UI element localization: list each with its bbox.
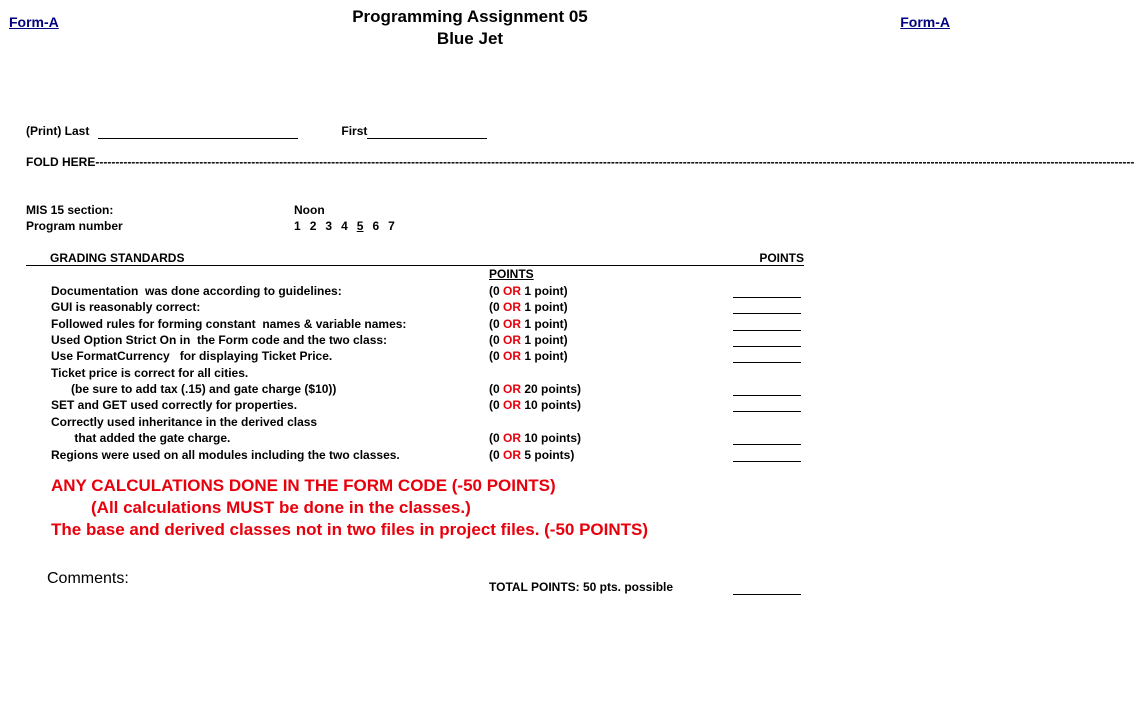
grading-item-text: Followed rules for forming constant names & variable names:	[51, 317, 407, 331]
or-word: OR	[503, 349, 522, 363]
last-name-label: (Print) Last	[26, 124, 90, 138]
grading-item-points: (0 OR 10 points)	[489, 431, 582, 445]
grading-item-points: (0 OR 20 points)	[489, 382, 582, 396]
program-number: 7	[388, 219, 395, 233]
or-word: OR	[503, 317, 522, 331]
score-blank[interactable]	[733, 297, 801, 298]
program-numbers	[294, 219, 404, 233]
fold-line	[26, 155, 1134, 169]
score-blank[interactable]	[733, 411, 801, 412]
grading-item-text: Use FormatCurrency for displaying Ticket Price.	[51, 349, 333, 363]
grading-standards-heading: GRADING STANDARDS	[50, 251, 185, 265]
or-word: OR	[503, 333, 522, 347]
form-a-tag-left: Form-A	[9, 14, 59, 30]
grading-item-text: (be sure to add tax (.15) and gate charge ($10))	[51, 382, 337, 396]
or-word: OR	[503, 398, 522, 412]
section-label: MIS 15 section:	[26, 203, 114, 217]
program-number: 1	[294, 219, 301, 233]
or-word: OR	[503, 284, 522, 298]
first-name-blank[interactable]	[367, 124, 487, 139]
or-word: OR	[503, 448, 522, 462]
grading-item-text: Used Option Strict On in the Form code and the two class:	[51, 333, 388, 347]
points-subheading: POINTS	[489, 267, 534, 281]
score-blank[interactable]	[733, 444, 801, 445]
or-word: OR	[503, 300, 522, 314]
fold-dashes: --------------------------------------------------------------------------------------------------------------------------------------------------------------------------------------------------------------------------------------------------------------------	[95, 155, 1134, 169]
grading-item-points: (0 OR 10 points)	[489, 398, 582, 412]
fold-label: FOLD HERE	[26, 155, 96, 169]
last-name-blank[interactable]	[98, 124, 298, 139]
grading-item-points: (0 OR 1 point)	[489, 300, 568, 314]
score-blank[interactable]	[733, 461, 801, 462]
program-number: 3	[325, 219, 333, 233]
score-blank[interactable]	[733, 395, 801, 396]
grading-item-text: SET and GET used correctly for properties.	[51, 398, 298, 412]
warning-form-calculations: ANY CALCULATIONS DONE IN THE FORM CODE (-50 POINTS)	[51, 476, 556, 495]
program-label: Program number	[26, 219, 123, 233]
grading-item-points: (0 OR 1 point)	[489, 333, 568, 347]
grading-item-points: (0 OR 5 points)	[489, 448, 575, 462]
assignment-subtitle: Blue Jet	[436, 29, 504, 48]
total-points-label: TOTAL POINTS: 50 pts. possible	[489, 580, 674, 594]
score-blank[interactable]	[733, 313, 801, 314]
first-name-label: First	[341, 124, 368, 138]
program-number: 5	[356, 219, 364, 233]
score-blank[interactable]	[733, 362, 801, 363]
or-word: OR	[503, 382, 522, 396]
comments-label: Comments:	[47, 570, 129, 587]
grading-item-text: Ticket price is correct for all cities.	[51, 366, 249, 380]
points-heading: POINTS	[759, 251, 804, 265]
grading-item-text: Regions were used on all modules including the two classes.	[51, 448, 400, 462]
form-a-tag-right: Form-A	[900, 14, 950, 30]
total-points-blank[interactable]	[733, 594, 801, 595]
score-blank[interactable]	[733, 346, 801, 347]
name-fields-row	[26, 124, 487, 139]
program-number: 6	[372, 219, 380, 233]
section-value: Noon	[294, 203, 325, 217]
grading-header-row	[26, 251, 804, 266]
program-number: 2	[309, 219, 317, 233]
score-blank[interactable]	[733, 330, 801, 331]
program-number: 4	[341, 219, 348, 233]
warning-two-files: The base and derived classes not in two files in project files. (-50 POINTS)	[51, 520, 649, 539]
assignment-title: Programming Assignment 05	[352, 7, 588, 26]
grading-item-text: Documentation was done according to guidelines:	[51, 284, 342, 298]
grading-item-text: that added the gate charge.	[51, 431, 231, 445]
grading-item-text: GUI is reasonably correct:	[51, 300, 201, 314]
grading-item-text: Correctly used inheritance in the derived class	[51, 415, 318, 429]
grading-item-points: (0 OR 1 point)	[489, 284, 568, 298]
warning-classes-note: (All calculations MUST be done in the classes.)	[91, 498, 471, 517]
or-word: OR	[503, 431, 522, 445]
grading-item-points: (0 OR 1 point)	[489, 317, 568, 331]
grading-item-points: (0 OR 1 point)	[489, 349, 568, 363]
